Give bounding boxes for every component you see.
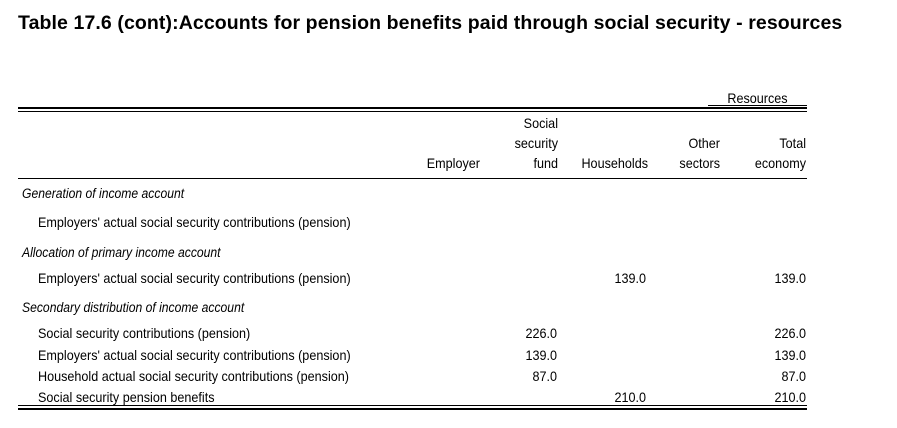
col-header-total-line-2: economy	[754, 155, 806, 171]
value-total-economy: 87.0	[781, 368, 806, 384]
value-total-economy: 210.0	[774, 389, 806, 405]
col-header-other-sectors	[655, 135, 720, 171]
value-social-security-fund: 139.0	[525, 347, 557, 363]
row-label: Employers' actual social security contributions (pension)	[38, 214, 351, 230]
col-header-ssf-line-3: fund	[533, 155, 558, 171]
col-header-employer-line: Employer	[426, 155, 480, 171]
table-bottom-rule	[18, 405, 807, 406]
value-households: 139.0	[614, 270, 646, 286]
value-households: 210.0	[614, 389, 646, 405]
value-total-economy: 139.0	[774, 347, 806, 363]
row-label: Employers' actual social security contributions (pension)	[38, 347, 351, 363]
section-label-secondary: Secondary distribution of income account	[22, 300, 245, 315]
row-label: Social security contributions (pension)	[38, 325, 251, 341]
header-top-rule-2	[18, 111, 807, 112]
value-total-economy: 226.0	[774, 325, 806, 341]
col-header-households-line: Households	[581, 155, 648, 171]
col-header-other-line-1: Other	[688, 135, 720, 151]
row-label: Social security pension benefits	[38, 389, 215, 405]
value-total-economy: 139.0	[774, 270, 806, 286]
resources-group-label: Resources	[727, 90, 788, 106]
col-header-total-line-1: Total	[779, 135, 806, 151]
col-header-households	[569, 155, 648, 171]
section-label-allocation: Allocation of primary income account	[22, 245, 221, 260]
row-label: Household actual social security contributions (pension)	[38, 368, 349, 384]
col-header-other-line-2: sectors	[679, 155, 720, 171]
col-header-ssf-line-1: Social	[523, 115, 558, 131]
col-header-total-economy	[729, 135, 806, 171]
col-header-ssf-line-2: security	[514, 135, 558, 151]
header-bottom-rule	[18, 178, 807, 179]
table-bottom-rule-2	[18, 408, 807, 410]
row-label: Employers' actual social security contributions (pension)	[38, 270, 351, 286]
value-social-security-fund: 87.0	[532, 368, 557, 384]
section-label-generation: Generation of income account	[22, 186, 185, 201]
col-header-social-security-fund	[488, 115, 558, 171]
value-social-security-fund: 226.0	[525, 325, 557, 341]
header-top-rule	[18, 107, 807, 109]
col-header-employer	[408, 155, 480, 171]
page-title: Table 17.6 (cont):Accounts for pension benefits paid through social security - resources	[18, 12, 843, 34]
